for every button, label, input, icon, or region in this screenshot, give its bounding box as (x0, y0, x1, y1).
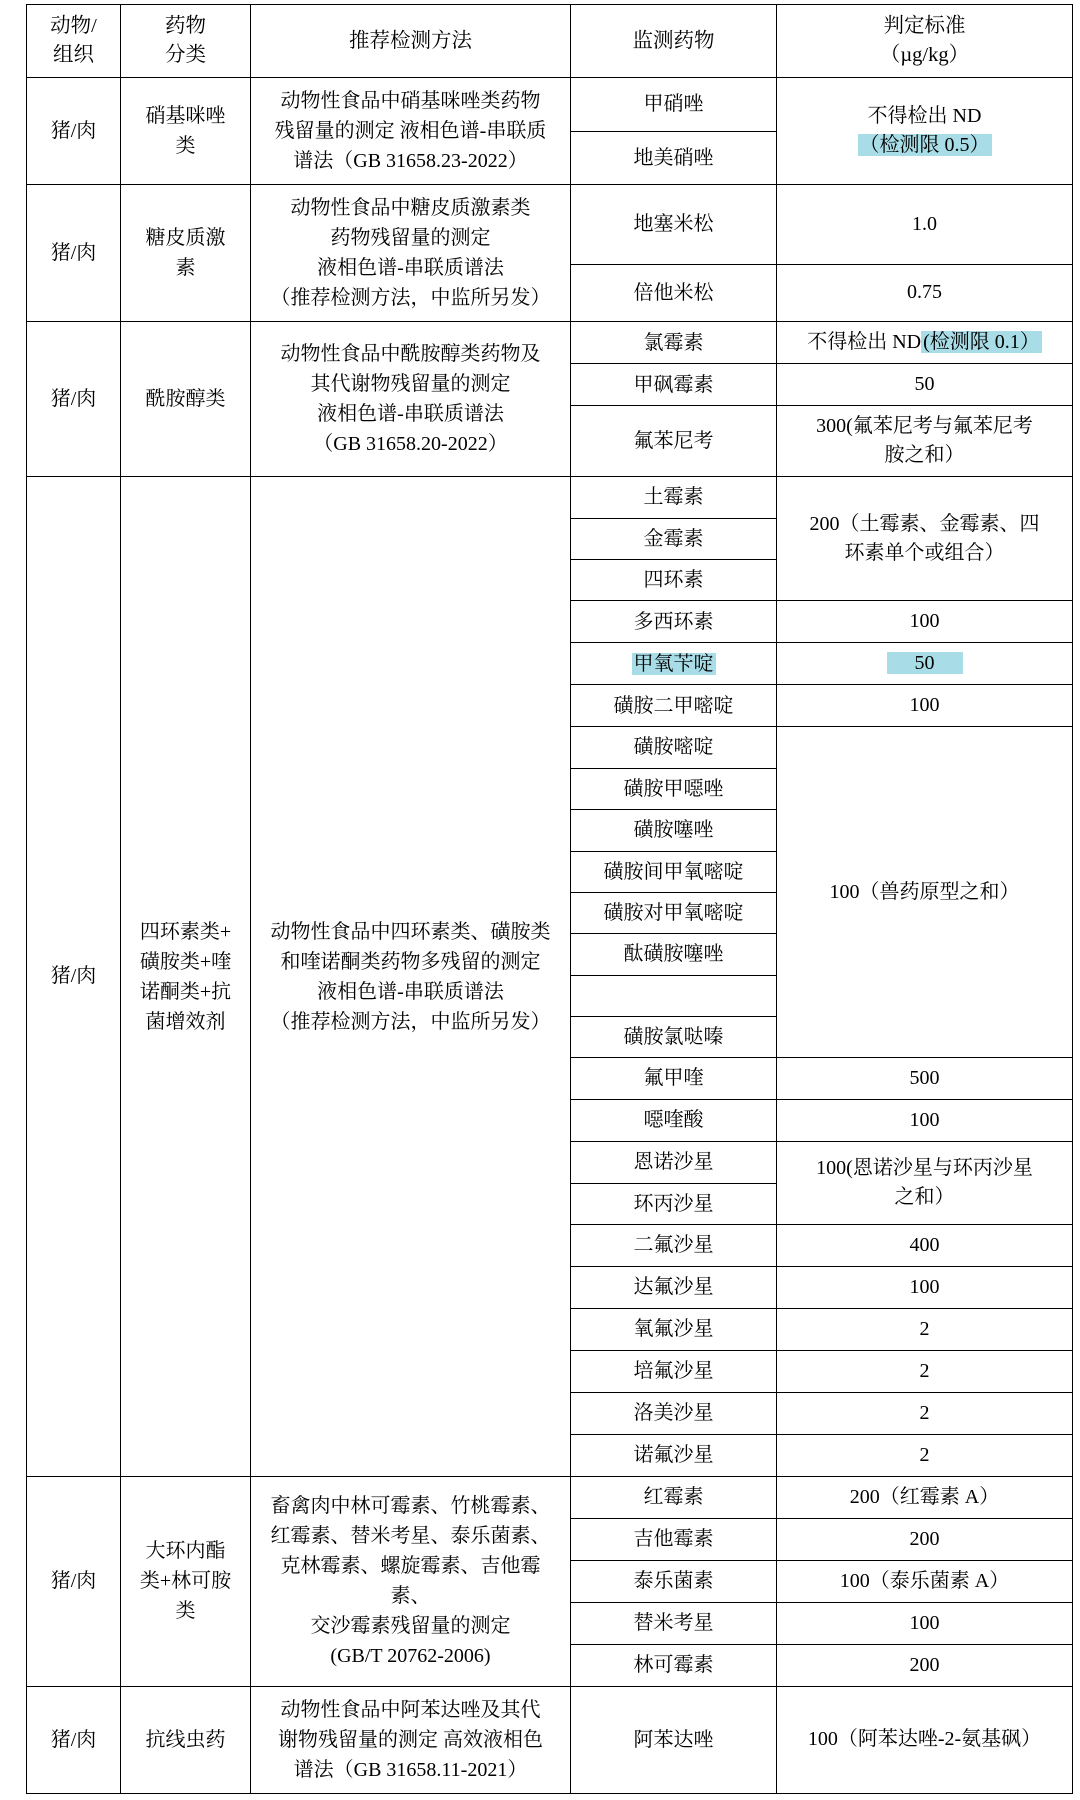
cell-criteria: 500 (777, 1058, 1073, 1100)
criteria-line-highlighted (785, 131, 1064, 160)
cell-monitored-drug: 氟苯尼考 (571, 406, 777, 477)
method-line: 克林霉素、螺旋霉素、吉他霉素、 (280, 1555, 541, 1608)
header-animal-line1: 动物/ (50, 15, 97, 37)
method-line: 液相色谱-串联质谱法 (317, 403, 504, 426)
cell-method (251, 477, 571, 1477)
cell-monitored-drug: 阿苯达唑 (571, 1686, 777, 1793)
cell-monitored-drug: 吉他霉素 (571, 1518, 777, 1560)
header-animal-line2: 组织 (53, 44, 94, 67)
method-line: 和喹诺酮类药物多残留的测定 (280, 950, 541, 973)
cell-criteria: 200 (777, 1644, 1073, 1686)
cell-criteria: 2 (777, 1434, 1073, 1476)
cell-monitored-drug: 替米考星 (571, 1602, 777, 1644)
criteria-line: 环素单个或组合） (844, 541, 1005, 564)
cell-monitored-drug: 氧氟沙星 (571, 1308, 777, 1350)
cell-method (251, 1476, 571, 1686)
drug-class-line: 类+林可胺 (139, 1570, 232, 1593)
table-row (27, 78, 1073, 132)
cell-monitored-drug: 金霉素 (571, 518, 777, 559)
table-row (27, 1686, 1073, 1793)
cell-criteria: 100 (777, 1266, 1073, 1308)
table-row (27, 322, 1073, 364)
column-header-monitored-drug: 监测药物 (571, 5, 777, 78)
criteria-line: 300(氟苯尼考与氟苯尼考 (816, 415, 1033, 438)
cell-method (251, 78, 571, 185)
method-line: （推荐检测方法，中监所另发） (270, 287, 551, 310)
criteria-line: 200（土霉素、金霉素、四 (809, 512, 1040, 535)
column-header-drug-class (121, 5, 251, 78)
cell-animal-tissue: 猪/肉 (27, 185, 121, 322)
cell-criteria: 100 (777, 1100, 1073, 1142)
cell-criteria: 100 (777, 685, 1073, 727)
cell-animal-tissue: 猪/肉 (27, 78, 121, 185)
header-criteria-line1: 判定标准 (883, 15, 966, 37)
criteria-line: 100(恩诺沙星与环丙沙星 (816, 1157, 1033, 1180)
cell-criteria: 2 (777, 1350, 1073, 1392)
cell-criteria (777, 406, 1073, 477)
header-class-line2: 分类 (165, 44, 206, 67)
cell-criteria: 100（阿苯达唑-2-氨基砜） (777, 1686, 1073, 1793)
column-header-method: 推荐检测方法 (251, 5, 571, 78)
drug-class-line: 诺酮类+抗 (139, 980, 232, 1003)
cell-drug-class (121, 1476, 251, 1686)
column-header-criteria (777, 5, 1073, 78)
drug-class-line: 素 (175, 257, 196, 280)
cell-monitored-drug: 磺胺对甲氧嘧啶 (571, 892, 777, 933)
cell-criteria: 2 (777, 1392, 1073, 1434)
cell-monitored-drug: 培氟沙星 (571, 1350, 777, 1392)
cell-monitored-drug: 磺胺氯哒嗪 (571, 1016, 777, 1057)
cell-monitored-drug: 噁喹酸 (571, 1100, 777, 1142)
table-row (27, 477, 1073, 518)
cell-monitored-drug: 四环素 (571, 560, 777, 601)
cell-monitored-drug: 磺胺噻唑 (571, 810, 777, 851)
cell-monitored-drug: 磺胺二甲嘧啶 (571, 685, 777, 727)
drug-class-line: 硝基咪唑 (145, 105, 226, 128)
cell-method (251, 322, 571, 477)
drug-class-line: 四环素类+ (139, 920, 232, 943)
cell-monitored-drug: 二氟沙星 (571, 1224, 777, 1266)
cell-method (251, 1686, 571, 1793)
method-line: 液相色谱-串联质谱法 (317, 980, 504, 1003)
criteria-line: 不得检出 ND (867, 105, 982, 128)
cell-criteria (777, 322, 1073, 364)
cell-criteria (777, 78, 1073, 185)
method-line: (GB/T 20762-2006) (330, 1645, 491, 1668)
cell-monitored-drug: 泰乐菌素 (571, 1560, 777, 1602)
cell-monitored-drug: 倍他米松 (571, 264, 777, 322)
method-line: 液相色谱-串联质谱法 (317, 257, 504, 280)
cell-criteria: 400 (777, 1224, 1073, 1266)
cell-monitored-drug (571, 643, 777, 685)
cell-monitored-drug: 红霉素 (571, 1476, 777, 1518)
criteria-line: 胺之和） (884, 444, 965, 467)
cell-criteria: 50 (777, 364, 1073, 406)
cell-monitored-drug (571, 975, 777, 1016)
cell-criteria: 200（红霉素 A） (777, 1476, 1073, 1518)
drug-highlight: 甲氧苄啶 (633, 652, 714, 675)
column-header-animal-tissue (27, 5, 121, 78)
cell-monitored-drug: 恩诺沙星 (571, 1142, 777, 1183)
cell-criteria (777, 1142, 1073, 1225)
table-row (27, 1476, 1073, 1518)
cell-monitored-drug: 甲硝唑 (571, 78, 777, 132)
method-line: 谱法（GB 31658.11-2021） (293, 1758, 528, 1781)
cell-drug-class (121, 477, 251, 1477)
cell-criteria: 100（兽药原型之和） (777, 727, 1073, 1058)
cell-monitored-drug: 环丙沙星 (571, 1183, 777, 1224)
method-line: 动物性食品中四环素类、磺胺类 (270, 920, 551, 943)
cell-drug-class: 酰胺醇类 (121, 322, 251, 477)
method-line: （推荐检测方法，中监所另发） (270, 1010, 551, 1033)
drug-class-line: 糖皮质激 (145, 227, 226, 250)
cell-criteria: 100 (777, 1602, 1073, 1644)
cell-criteria: 2 (777, 1308, 1073, 1350)
drug-class-line: 类 (175, 135, 196, 158)
method-line: 交沙霉素残留量的测定 (310, 1615, 511, 1638)
drug-class-line: 磺胺类+喹 (139, 950, 232, 973)
cell-criteria (777, 477, 1073, 601)
cell-monitored-drug: 诺氟沙星 (571, 1434, 777, 1476)
drug-class-line: 类 (175, 1600, 196, 1623)
cell-monitored-drug: 达氟沙星 (571, 1266, 777, 1308)
cell-criteria: 1.0 (777, 185, 1073, 264)
method-line: 残留量的测定 液相色谱-串联质 (274, 120, 547, 143)
cell-animal-tissue: 猪/肉 (27, 322, 121, 477)
cell-animal-tissue: 猪/肉 (27, 1686, 121, 1793)
method-line: 红霉素、替米考星、泰乐菌素、 (270, 1525, 551, 1548)
cell-criteria: 100（泰乐菌素 A） (777, 1560, 1073, 1602)
cell-animal-tissue: 猪/肉 (27, 477, 121, 1477)
method-line: （GB 31658.20-2022） (313, 433, 508, 456)
method-line: 动物性食品中糖皮质激素类 (290, 197, 531, 220)
drug-class-line: 大环内酯 (145, 1540, 226, 1563)
cell-monitored-drug: 林可霉素 (571, 1644, 777, 1686)
cell-method (251, 185, 571, 322)
criteria-highlight: 50 (887, 652, 963, 674)
cell-animal-tissue: 猪/肉 (27, 1476, 121, 1686)
method-line: 药物残留量的测定 (330, 227, 491, 250)
criteria-text: 不得检出 ND (807, 331, 922, 354)
method-line: 动物性食品中阿苯达唑及其代 (280, 1698, 541, 1721)
cell-monitored-drug: 土霉素 (571, 477, 777, 518)
method-line: 谢物残留量的测定 高效液相色 (278, 1728, 543, 1751)
cell-monitored-drug: 磺胺间甲氧嘧啶 (571, 851, 777, 892)
criteria-highlight: (检测限 0.1） (923, 331, 1040, 354)
method-line: 动物性食品中酰胺醇类药物及 (280, 343, 541, 366)
cell-monitored-drug: 酞磺胺噻唑 (571, 934, 777, 975)
cell-monitored-drug: 磺胺甲噁唑 (571, 768, 777, 809)
cell-monitored-drug: 地塞米松 (571, 185, 777, 264)
cell-monitored-drug: 甲砜霉素 (571, 364, 777, 406)
cell-criteria: 200 (777, 1518, 1073, 1560)
cell-monitored-drug: 地美硝唑 (571, 131, 777, 185)
table-header-row (27, 5, 1073, 78)
cell-drug-class: 抗线虫药 (121, 1686, 251, 1793)
cell-monitored-drug: 磺胺嘧啶 (571, 727, 777, 768)
cell-monitored-drug: 多西环素 (571, 601, 777, 643)
criteria-line: 之和） (894, 1186, 955, 1209)
table-row (27, 185, 1073, 264)
drug-class-line: 菌增效剂 (145, 1010, 226, 1033)
method-line: 畜禽肉中林可霉素、竹桃霉素、 (270, 1495, 551, 1518)
method-line: 谱法（GB 31658.23-2022） (293, 150, 528, 173)
cell-criteria: 100 (777, 601, 1073, 643)
method-line: 动物性食品中硝基咪唑类药物 (280, 90, 541, 113)
header-criteria-line2: （µg/kg） (879, 44, 970, 67)
cell-monitored-drug: 洛美沙星 (571, 1392, 777, 1434)
cell-drug-class (121, 185, 251, 322)
header-class-line1: 药物 (165, 15, 206, 37)
veterinary-drug-monitoring-table (26, 4, 1073, 1794)
cell-monitored-drug: 氟甲喹 (571, 1058, 777, 1100)
criteria-highlight: （检测限 0.5） (859, 134, 990, 157)
cell-criteria: 0.75 (777, 264, 1073, 322)
cell-monitored-drug: 氯霉素 (571, 322, 777, 364)
cell-criteria (777, 643, 1073, 685)
method-line: 其代谢物残留量的测定 (310, 373, 511, 396)
cell-drug-class (121, 78, 251, 185)
